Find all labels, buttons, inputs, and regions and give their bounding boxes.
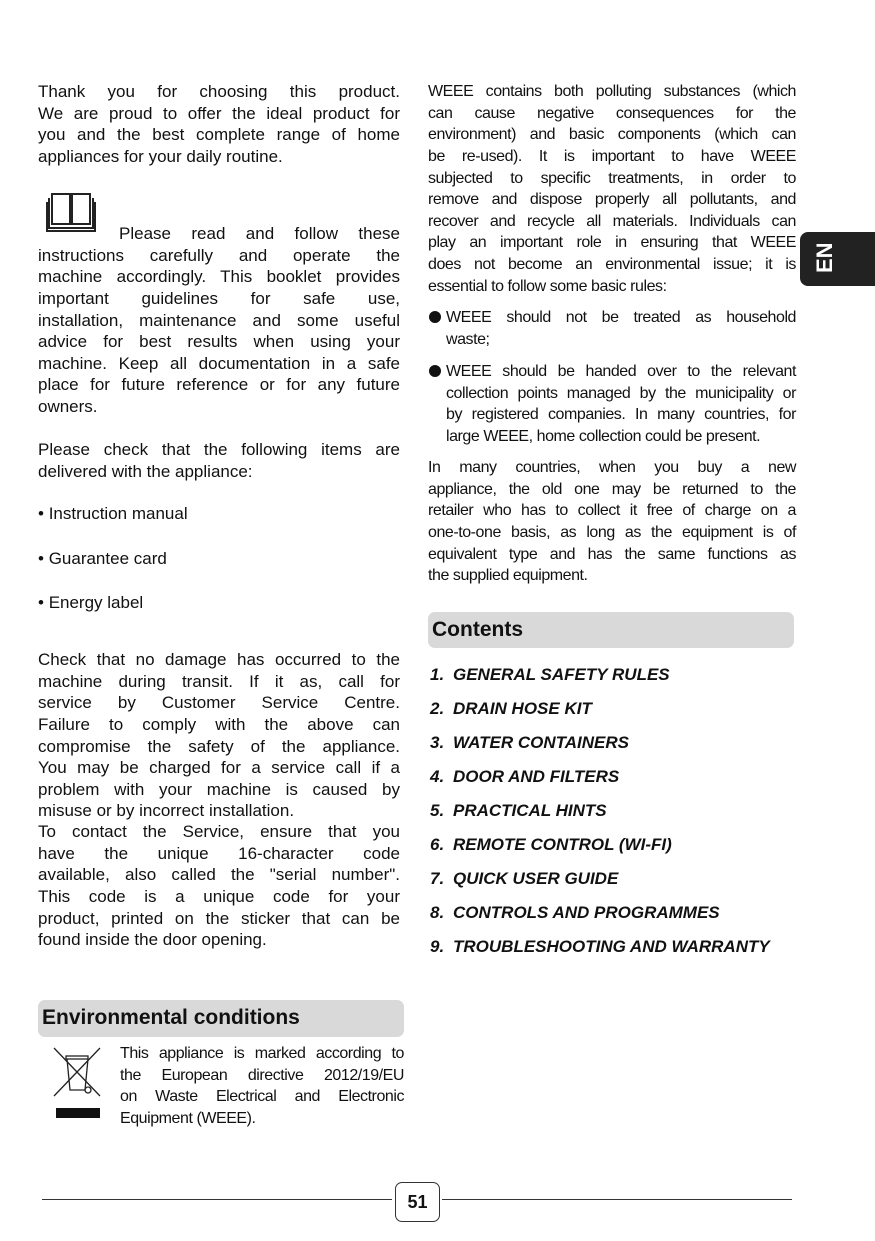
text-line: the European directive 2012/19/EU	[120, 1066, 404, 1084]
included-item	[38, 549, 167, 569]
text-line: compromise the safety of the appliance.	[38, 736, 400, 756]
footer-rule-right	[442, 1199, 792, 1200]
contents-item-title: PRACTICAL HINTS	[453, 801, 607, 820]
text-line: the supplied equipment.	[428, 567, 588, 585]
text-line: delivered with the appliance:	[38, 461, 253, 481]
text-line: To contact the Service, ensure that you	[38, 822, 400, 841]
contents-item-title: DRAIN HOSE KIT	[453, 699, 592, 718]
contents-item[interactable]	[430, 835, 672, 855]
text-line: Equipment (WEEE).	[120, 1109, 256, 1127]
environment-paragraph	[120, 1043, 404, 1130]
text-line: recover and recycle all materials. Individuals can	[428, 212, 796, 230]
language-tab	[800, 232, 875, 286]
contents-item-number: 9.	[430, 937, 445, 956]
text-line: equivalent type and has the same functions as	[428, 545, 796, 563]
text-line: essential to follow some basic rules:	[428, 277, 667, 295]
weee-bin-icon	[52, 1046, 102, 1127]
contents-item-title: DOOR AND FILTERS	[453, 767, 620, 786]
text-line: you and the best complete range of home	[38, 125, 400, 145]
text-line: Please check that the following items are	[38, 440, 400, 459]
text-line: one-to-one basis, as long as the equipment is of	[428, 523, 796, 541]
damage-paragraph	[38, 649, 400, 822]
contents-item[interactable]	[430, 733, 629, 753]
contents-item[interactable]	[430, 767, 619, 787]
included-item	[38, 593, 143, 613]
contents-item[interactable]	[430, 699, 592, 719]
contents-item-title: GENERAL SAFETY RULES	[453, 665, 670, 684]
text-line: In many countries, when you buy a new	[428, 459, 796, 476]
bullet-icon	[429, 311, 441, 323]
contents-item-title: QUICK USER GUIDE	[453, 869, 619, 888]
text-line: found inside the door opening.	[38, 930, 267, 950]
text-line: does not become an environmental issue; it is	[428, 256, 796, 274]
contents-item-number: 1.	[430, 665, 445, 684]
contents-item-number: 3.	[430, 733, 445, 752]
contents-item-number: 7.	[430, 869, 445, 888]
heading-text: Environmental conditions	[42, 1006, 300, 1029]
text-line: This appliance is marked according to	[120, 1045, 404, 1062]
text-line: retailer who has to collect it free of charge on a	[428, 502, 796, 520]
text-line: on Waste Electrical and Electronic	[120, 1088, 404, 1106]
text-line: available, also called the "serial number".	[38, 865, 400, 885]
text-line: be re-used). It is important to have WEEE	[428, 147, 796, 165]
contents-item[interactable]	[430, 937, 770, 957]
contents-item[interactable]	[430, 665, 670, 685]
text-line: can cause negative consequences for the	[428, 104, 796, 122]
text-line: advice for best results when using your	[38, 332, 400, 352]
heading-text: Contents	[432, 618, 523, 641]
text-line: Failure to comply with the above can	[38, 714, 400, 734]
text-line: We are proud to offer the ideal product for	[38, 103, 400, 123]
text-line: product, printed on the sticker that can be	[38, 908, 400, 928]
contents-item[interactable]	[430, 801, 607, 821]
contents-item-number: 8.	[430, 903, 445, 922]
contents-item-number: 4.	[430, 767, 445, 786]
text-line: large WEEE, home collection could be present.	[446, 427, 761, 445]
included-item	[38, 504, 188, 524]
bullet-icon: •	[38, 593, 49, 612]
text-line: misuse or by incorrect installation.	[38, 801, 295, 821]
text-line: subjected to specific treatments, in order to	[428, 169, 796, 187]
text-line: machine. Keep all documentation in a safe	[38, 353, 400, 373]
text-line: Thank you for choosing this product.	[38, 82, 400, 101]
contents-item-number: 5.	[430, 801, 445, 820]
contents-item-number: 2.	[430, 699, 445, 718]
text-line: play an important role in ensuring that WEEE	[428, 234, 796, 252]
text-line: WEEE should be handed over to the relevant	[446, 363, 796, 380]
item-label: Energy label	[48, 593, 144, 612]
text-line: You may be charged for a service call if a	[38, 758, 400, 778]
text-line: problem with your machine is caused by	[38, 779, 400, 799]
text-line: Please read and follow these	[119, 224, 400, 243]
text-line: installation, maintenance and some useful	[38, 310, 400, 330]
contents-item[interactable]	[430, 869, 618, 889]
text-line: WEEE contains both polluting substances (which	[428, 83, 796, 100]
text-line: collection points managed by the municipality or	[446, 384, 796, 402]
page-number: 51	[395, 1182, 440, 1222]
rule2-paragraph	[446, 361, 796, 448]
contents-heading	[428, 612, 794, 648]
text-line: owners.	[38, 397, 98, 417]
text-line: by registered companies. In many countries, for	[446, 406, 796, 424]
text-line: important guidelines for safe use,	[38, 288, 400, 308]
contents-item-title: WATER CONTAINERS	[453, 733, 629, 752]
text-line: instructions carefully and operate the	[38, 245, 400, 265]
text-line: environment) and basic components (which can	[428, 126, 796, 144]
service-paragraph	[38, 821, 400, 951]
footer-rule-left	[42, 1199, 392, 1200]
item-label: Instruction manual	[48, 504, 188, 523]
text-line: appliance, the old one may be returned to the	[428, 480, 796, 498]
bullet-icon: •	[38, 548, 49, 568]
contents-item-title: CONTROLS AND PROGRAMMES	[453, 903, 720, 922]
weee-paragraph	[428, 81, 796, 297]
text-line: have the unique 16-character code	[38, 843, 400, 863]
text-line: place for future reference or for any future	[38, 375, 400, 395]
return-paragraph	[428, 457, 796, 587]
text-line: machine accordingly. This booklet provides	[38, 267, 400, 287]
contents-item-title: REMOTE CONTROL (WI-FI)	[453, 835, 672, 854]
bullet-icon	[429, 365, 441, 377]
text-line: waste;	[446, 330, 490, 348]
text-line: This code is a unique code for your	[38, 886, 400, 906]
text-line: service by Customer Service Centre.	[38, 693, 400, 713]
contents-item[interactable]	[430, 903, 720, 923]
read-notice-paragraph	[38, 223, 400, 418]
bullet-icon: •	[38, 504, 49, 523]
contents-item-number: 6.	[430, 835, 445, 854]
intro-paragraph	[38, 81, 400, 168]
language-tab-label: EN	[812, 242, 837, 273]
text-line: Check that no damage has occurred to the	[38, 650, 400, 669]
rule1-paragraph	[446, 307, 796, 350]
text-line: remove and dispose properly all pollutants, and	[428, 191, 796, 209]
text-line: WEEE should not be treated as household	[446, 309, 796, 326]
contents-item-title: TROUBLESHOOTING AND WARRANTY	[453, 937, 770, 956]
item-label: Guarantee card	[48, 548, 167, 568]
text-line: machine during transit. If it as, call for	[38, 671, 400, 691]
text-line: appliances for your daily routine.	[38, 146, 283, 166]
environmental-conditions-heading	[38, 1000, 404, 1037]
check-items-paragraph	[38, 439, 400, 482]
